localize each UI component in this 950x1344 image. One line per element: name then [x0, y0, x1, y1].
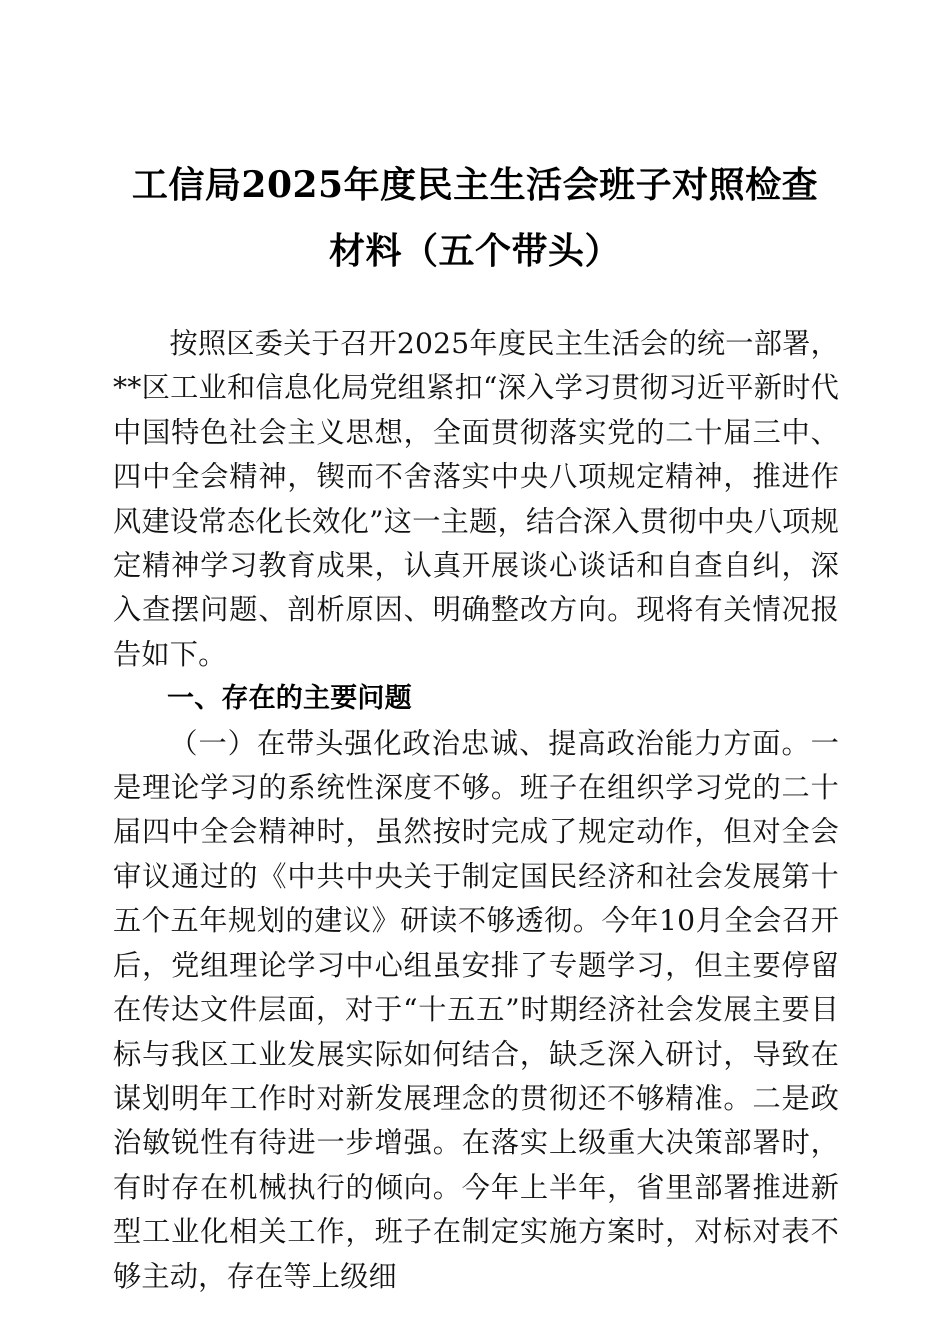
page-title-line-1: 工信局2025年度民主生活会班子对照检查 [131, 164, 819, 206]
page-title-line-2: 材料（五个带头） [328, 230, 621, 272]
document-body [113, 322, 839, 1299]
subsection-one-paragraph: （一）在带头强化政治忠诚、提高政治能力方面。一是理论学习的系统性深度不够。班子在组织学习党的二十届四中全会精神时，虽然按时完成了规定动作，但对全会审议通过的《中共中央关于制定国民经济和社会发展第十五个五年规划的建议》研读不够透彻。今年10月全会召开后，党组理论学习中心组虽安排了专题学习，但主要停留在传达文件层面，对于“十五五”时期经济社会发展主要目标与我区工业发展实际如何结合，缺乏深入研讨，导致在谋划明年工作时对新发展理念的贯彻还不够精准。二是政治敏锐性有待进一步增强。在落实上级重大决策部署时，有时存在机械执行的倾向。今年上半年，省里部署推进新型工业化相关工作，班子在制定实施方案时，对标对表不够主动，存在等上级细 [113, 726, 839, 1293]
page-title [113, 152, 837, 284]
section-heading-one: 一、存在的主要问题 [167, 683, 412, 715]
intro-paragraph: 按照区委关于召开2025年度民主生活会的统一部署，**区工业和信息化局党组紧扣“深入学习贯彻习近平新时代中国特色社会主义思想，全面贯彻落实党的二十届三中、四中全会精神，锲而不舍落实中央八项规定精神，推进作风建设常态化长效化”这一主题，结合深入贯彻中央八项规定精神学习教育成果，认真开展谈心谈话和自查自纠，深入查摆问题、剖析原因、明确整改方向。现将有关情况报告如下。 [113, 327, 839, 671]
